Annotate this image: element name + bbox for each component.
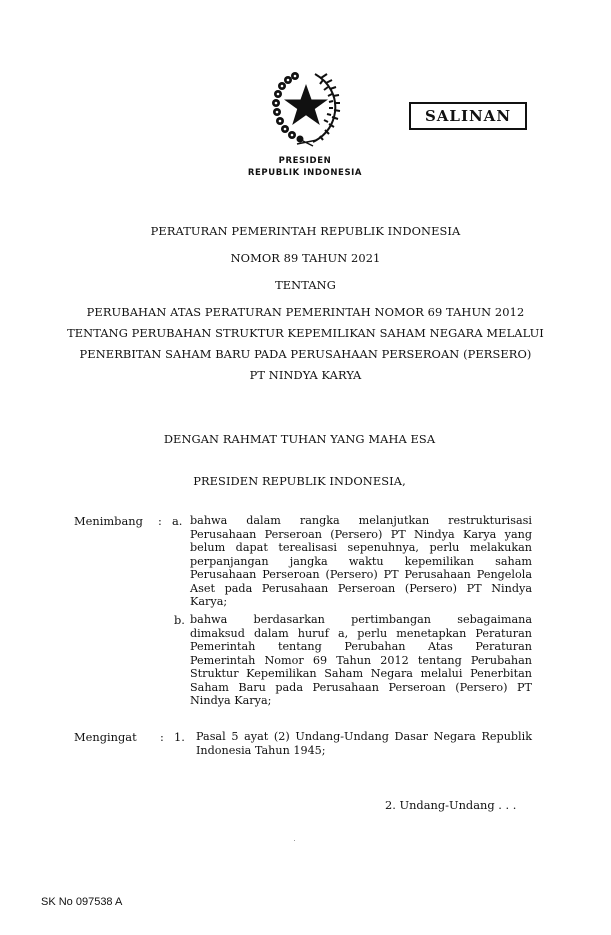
menimbang-item-marker: a. bbox=[172, 514, 183, 528]
menimbang-label: Menimbang bbox=[74, 514, 143, 528]
text-line: Saham Baru pada Perusahaan Perseroan (Persero) PT bbox=[190, 680, 532, 694]
menimbang-colon: : bbox=[158, 514, 162, 528]
text-line: perpanjangan jangka waktu kepemilikan saham bbox=[190, 554, 532, 568]
regulation-about-label: TENTANG bbox=[275, 278, 336, 292]
office-title-presiden: PRESIDEN bbox=[278, 156, 332, 166]
office-title-republik: REPUBLIK INDONESIA bbox=[247, 168, 363, 178]
text-line: bahwa dalam rangka melanjutkan restrukturisasi bbox=[190, 514, 532, 527]
text-line: bahwa berdasarkan pertimbangan sebagaimana bbox=[190, 613, 532, 626]
regulation-subject-line: PERUBAHAN ATAS PERATURAN PEMERINTAH NOMOR 69 TAHUN 2012 bbox=[86, 305, 525, 319]
text-line: Pemerintah tentang Perubahan Atas Peraturan bbox=[190, 640, 532, 653]
text-line: Indonesia Tahun 1945; bbox=[196, 743, 326, 757]
text-line: Pasal 5 ayat (2) Undang-Undang Dasar Negara Republik bbox=[196, 730, 532, 743]
menimbang-item-a bbox=[190, 514, 532, 609]
mengingat-colon: : bbox=[160, 730, 164, 744]
text-line: dimaksud dalam huruf a, perlu menetapkan Peraturan bbox=[190, 626, 532, 640]
regulation-type-title: PERATURAN PEMERINTAH REPUBLIK INDONESIA bbox=[150, 224, 461, 238]
presidential-emblem-icon bbox=[271, 70, 343, 150]
regulation-subject-line: PT NINDYA KARYA bbox=[249, 368, 362, 382]
menimbang-item-b bbox=[190, 613, 532, 708]
text-line: Pemerintah Nomor 69 Tahun 2012 tentang Perubahan bbox=[190, 653, 532, 667]
salinan-stamp bbox=[409, 102, 527, 130]
regulation-subject-line: TENTANG PERUBAHAN STRUKTUR KEPEMILIKAN SAHAM NEGARA MELALUI bbox=[67, 326, 544, 340]
page-continuation-marker: 2. Undang-Undang . . . bbox=[385, 798, 517, 812]
scan-artifact bbox=[294, 840, 295, 841]
regulation-number: NOMOR 89 TAHUN 2021 bbox=[230, 251, 381, 265]
serial-number: SK No 097538 A bbox=[41, 896, 123, 908]
text-line: Perusahaan Perseroan (Persero) PT Nindya Karya yang bbox=[190, 527, 532, 541]
authority-line: PRESIDEN REPUBLIK INDONESIA, bbox=[193, 474, 406, 488]
text-line: Aset pada Perusahaan Perseroan (Persero) PT Nindya bbox=[190, 581, 532, 595]
text-line: Struktur Kepemilikan Saham Negara melalui Penerbitan bbox=[190, 667, 532, 680]
text-line: Perusahaan Perseroan (Persero) PT Perusahaan Pengelola bbox=[190, 568, 532, 581]
mengingat-item-marker: 1. bbox=[174, 730, 185, 744]
menimbang-item-marker: b. bbox=[174, 613, 185, 627]
mengingat-item-1 bbox=[196, 730, 532, 757]
invocation-line: DENGAN RAHMAT TUHAN YANG MAHA ESA bbox=[163, 432, 436, 446]
text-line: Nindya Karya; bbox=[190, 694, 272, 707]
salinan-label: SALINAN bbox=[424, 107, 512, 125]
text-line: Karya; bbox=[190, 595, 228, 608]
regulation-subject-line: PENERBITAN SAHAM BARU PADA PERUSAHAAN PERSEROAN (PERSERO) bbox=[79, 347, 532, 361]
mengingat-label: Mengingat bbox=[74, 730, 137, 744]
text-line: belum dapat terealisasi sepenuhnya, perlu melakukan bbox=[190, 541, 532, 554]
